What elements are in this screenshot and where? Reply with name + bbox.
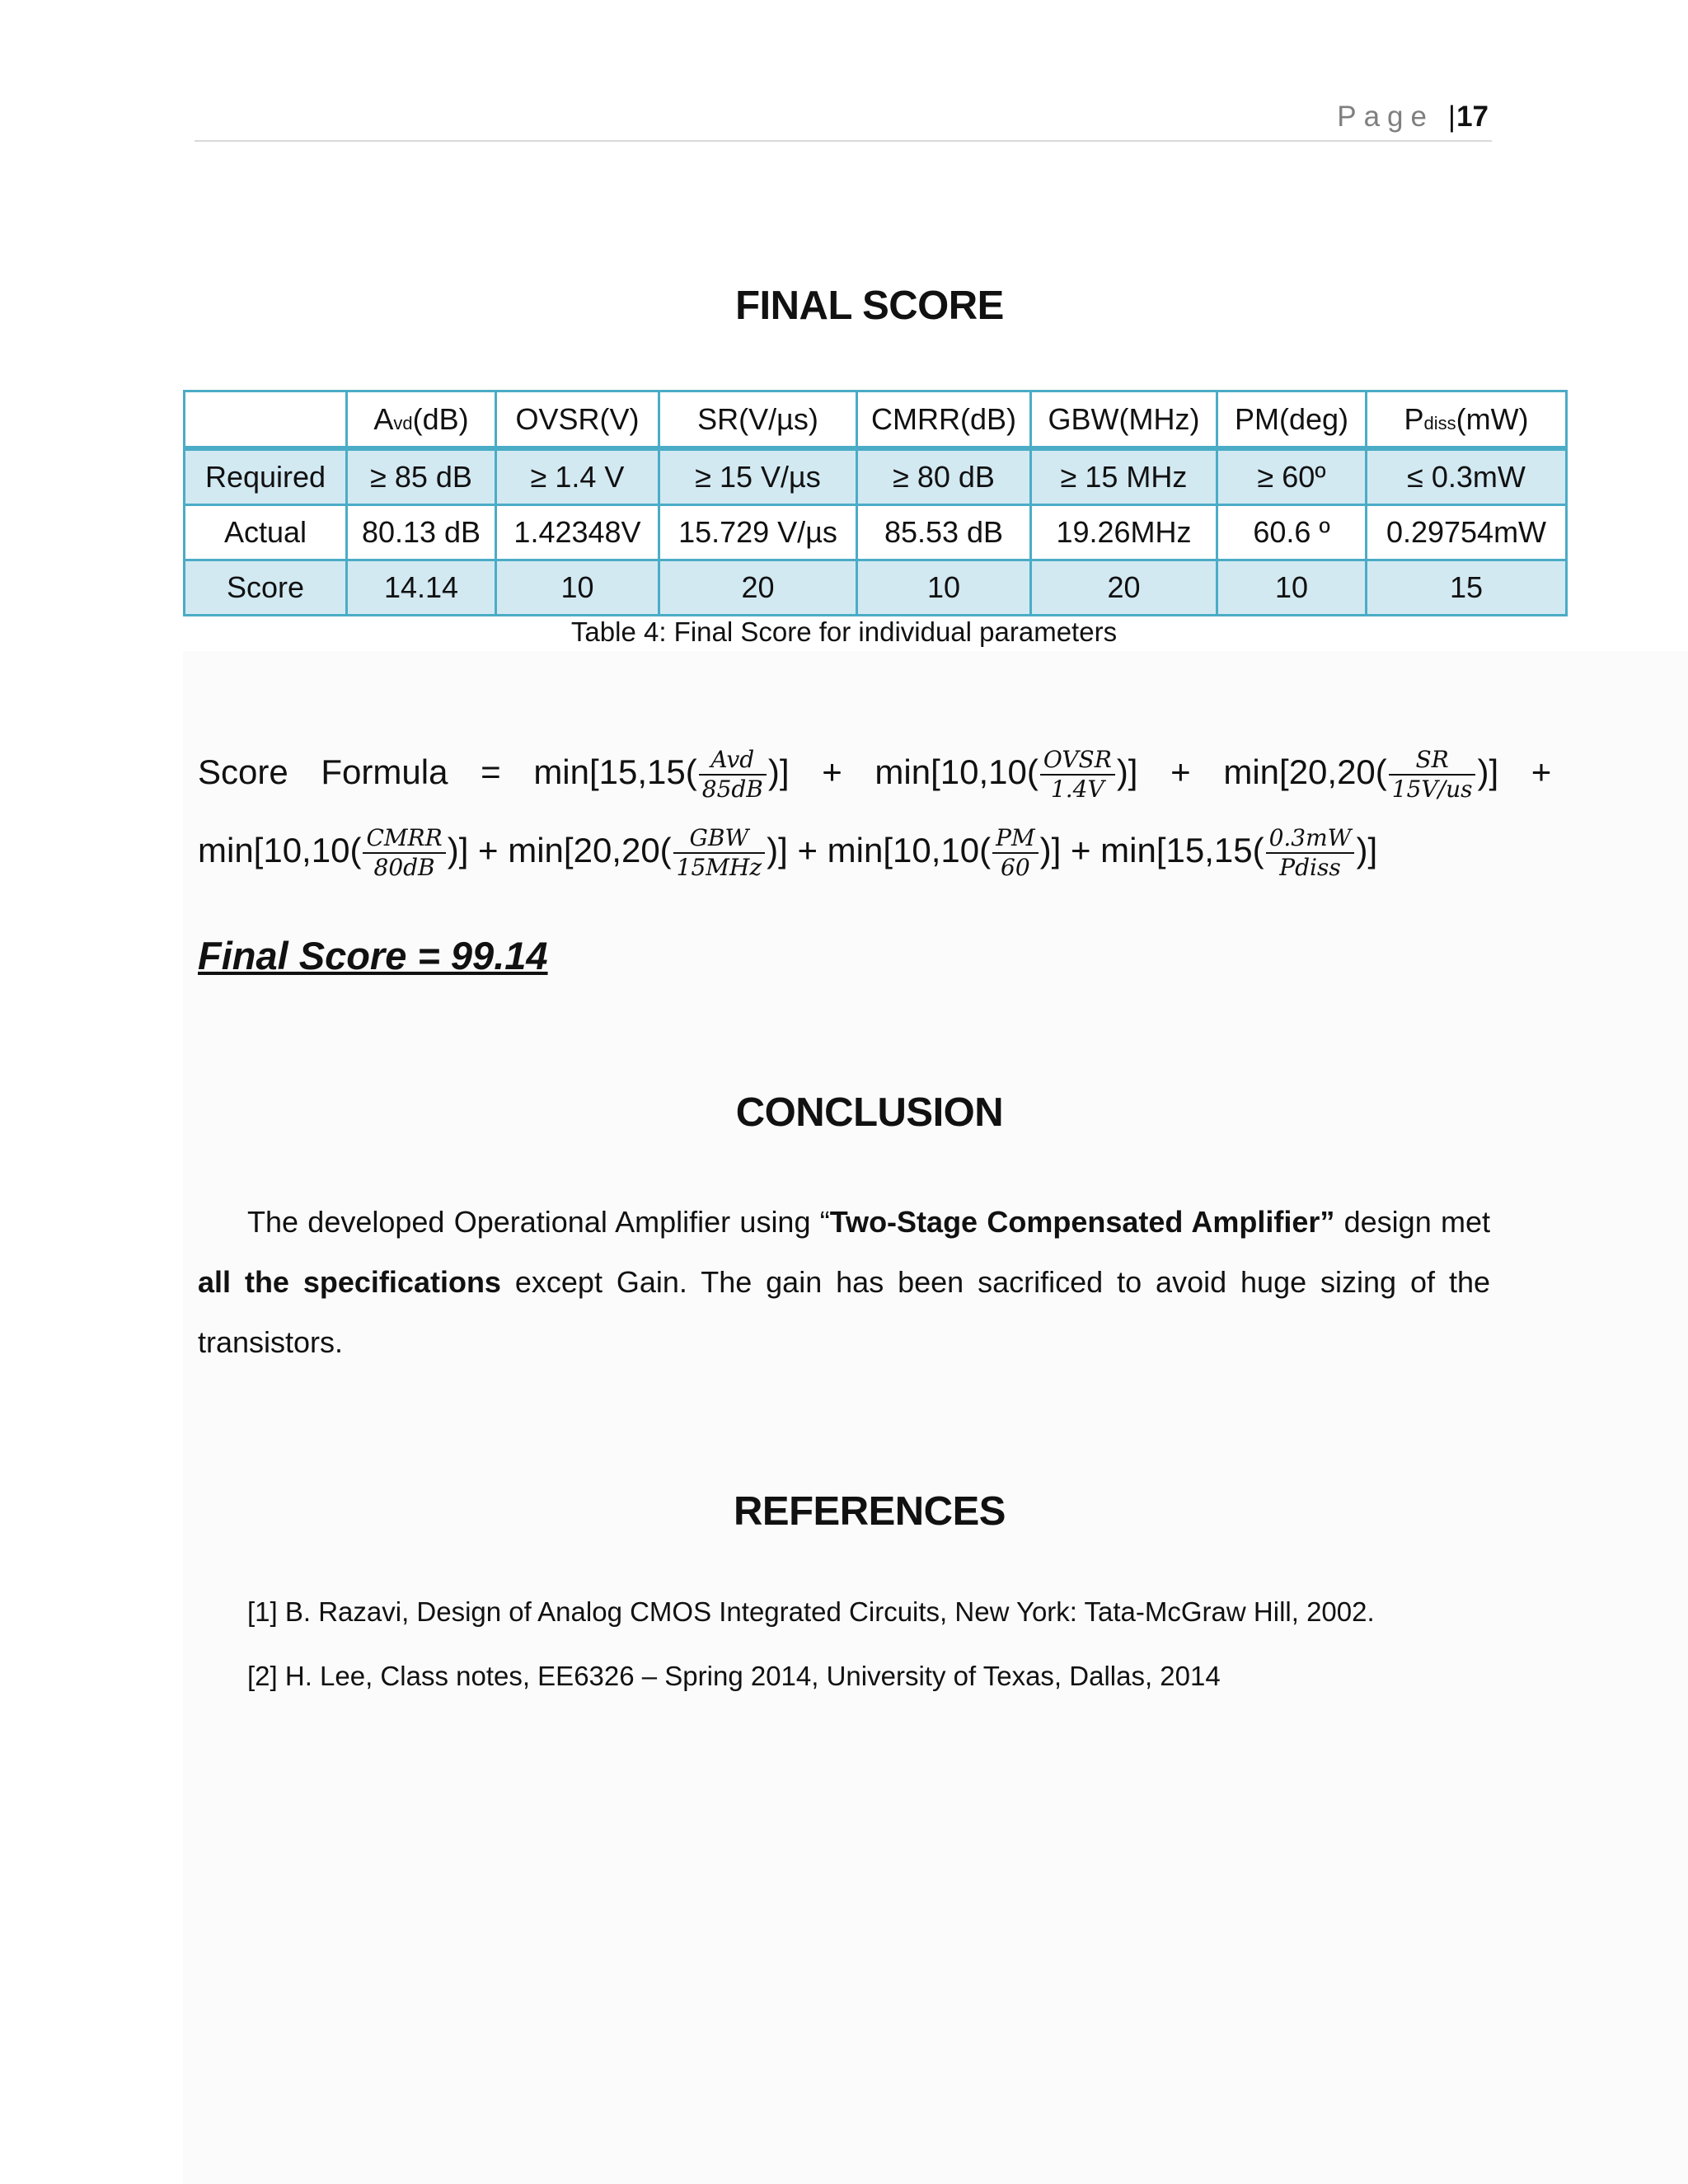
table-header-cell: OVSR(V) (496, 391, 659, 449)
table-cell: 0.29754mW (1367, 505, 1567, 560)
table-cell: ≥ 60º (1217, 448, 1367, 505)
formula-line-1 (198, 746, 1551, 804)
table-cell: 10 (1217, 560, 1367, 616)
formula-label: Score (198, 752, 288, 792)
table-cell: ≤ 0.3mW (1367, 448, 1567, 505)
table-cell: 80.13 dB (347, 505, 496, 560)
table-cell: 60.6 º (1217, 505, 1367, 560)
table-header-cell: SR(V/µs) (659, 391, 857, 449)
row-label: Actual (185, 505, 347, 560)
formula-plus: + (822, 752, 842, 792)
table-header-cell: PM(deg) (1217, 391, 1367, 449)
reference-item: [1] B. Razavi, Design of Analog CMOS Integrated Circuits, New York: Tata-McGraw Hill, 2002. (247, 1596, 1375, 1627)
page-number: 17 (1456, 101, 1489, 133)
table-caption: Table 4: Final Score for individual parameters (570, 616, 1118, 647)
formula-term: min[10,10( $\frac{PM}{60}$ )] (827, 824, 1062, 881)
formula-term: min[20,20( $\frac{\text{GBW}}{\text{15MHz}}$ )] (508, 824, 788, 881)
page-word: Page (1337, 101, 1434, 133)
row-label: Required (185, 448, 347, 505)
table-header-row (185, 391, 1567, 449)
table-cell: 15.729 V/µs (659, 505, 857, 560)
table-header-cell: Pdiss(mW) (1367, 391, 1567, 449)
table-cell: 20 (1031, 560, 1217, 616)
table-cell: 85.53 dB (857, 505, 1031, 560)
reference-item: [2] H. Lee, Class notes, EE6326 – Spring 2014, University of Texas, Dallas, 2014 (247, 1661, 1221, 1691)
formula-term: min[10,10( $\frac{\text{OVSR}}{1.4V}$ )] (874, 746, 1138, 803)
final-score: Final Score = 99.14 (198, 934, 548, 977)
formula-plus: + (478, 831, 499, 870)
conclusion-paragraph: The developed Operational Amplifier using “Two-Stage Compensated Amplifier” design met all the specifications except Gain. The gain has been sacrificed to avoid huge sizing of the transistors. (198, 1205, 1490, 1359)
formula-equals: = (481, 752, 501, 792)
table-cell: 1.42348V (496, 505, 659, 560)
table-cell: 20 (659, 560, 857, 616)
table-header-cell: CMRR(dB) (857, 391, 1031, 449)
formula-term: min[15,15( $\frac{0.3mW}{\text{Pdiss}}$ )] (1100, 824, 1378, 881)
row-label: Score (185, 560, 347, 616)
formula-label: Formula (321, 752, 448, 792)
table-cell: 15 (1367, 560, 1567, 616)
table-cell: ≥ 85 dB (347, 448, 496, 505)
references-heading: REFERENCES (734, 1489, 1006, 1534)
conclusion-heading: CONCLUSION (735, 1090, 1004, 1135)
table-cell: 14.14 (347, 560, 496, 616)
table-cell: ≥ 15 V/µs (659, 448, 857, 505)
table-header-blank (185, 391, 347, 449)
final-score-table (183, 390, 1568, 616)
table-cell: 10 (496, 560, 659, 616)
table-cell: ≥ 80 dB (857, 448, 1031, 505)
table-header-cell: Avd(dB) (347, 391, 496, 449)
formula-plus: + (1070, 831, 1091, 870)
formula-plus: + (797, 831, 818, 870)
table-row-required (185, 448, 1567, 505)
formula-plus: + (1170, 752, 1191, 792)
table-row-actual (185, 505, 1567, 560)
table-row-score (185, 560, 1567, 616)
formula-line-2 (198, 824, 1377, 882)
table-cell: 19.26MHz (1031, 505, 1217, 560)
table-header-cell: GBW(MHz) (1031, 391, 1217, 449)
table-cell: ≥ 15 MHz (1031, 448, 1217, 505)
formula-term: min[10,10( $\frac{\text{CMRR}}{80dB}$ )] (198, 824, 469, 881)
final-score-heading: FINAL SCORE (735, 284, 1004, 328)
page-separator: | (1447, 101, 1456, 133)
formula-term: min[20,20( $\frac{SR}{15V/us}$ )] (1223, 746, 1499, 803)
formula-term: min[15,15( $\frac{\text{Avd}}{85dB}$ )] (533, 746, 790, 803)
formula-plus: + (1531, 752, 1552, 792)
table-cell: 10 (857, 560, 1031, 616)
page-header (195, 97, 1492, 142)
table-cell: ≥ 1.4 V (496, 448, 659, 505)
